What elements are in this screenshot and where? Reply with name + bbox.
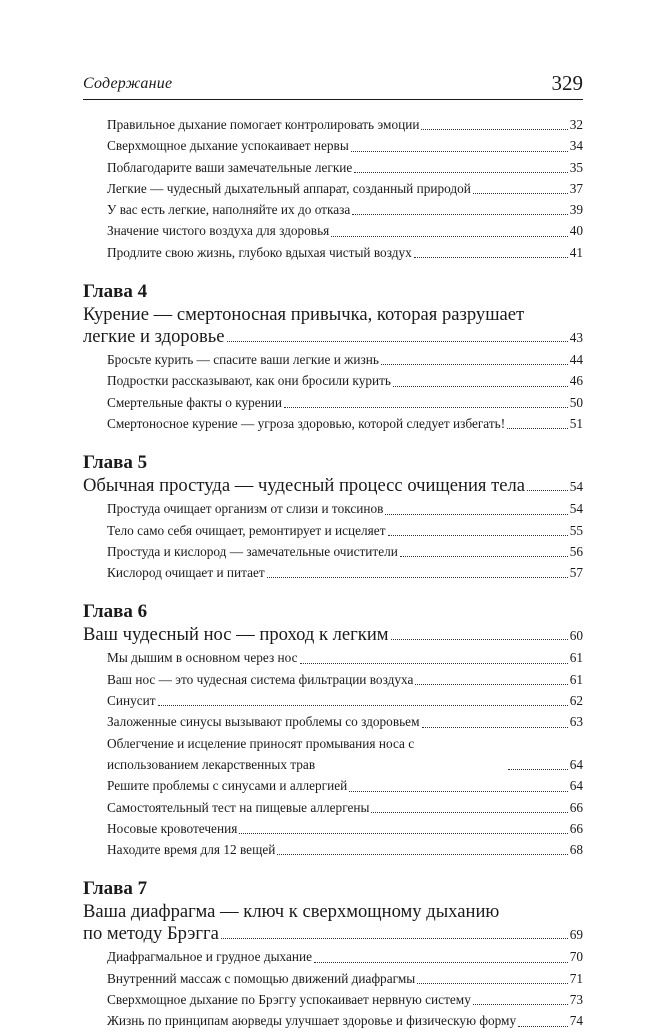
chapter-title[interactable]: Обычная простуда — чудесный процесс очищения тела 54 [83,475,583,497]
chapter-label: Глава 6 [83,601,148,623]
chapter-label: Глава 7 [83,878,148,900]
toc-entry[interactable]: Носовые кровотечения 66 [107,820,583,836]
chapter-title[interactable]: Курение — смертоносная привычка, которая разрушает легкие и здоровье 43 [83,304,583,348]
toc-entry[interactable]: Жизнь по принципам аюрведы улучшает здоровье и физическую форму 74 [107,1013,583,1029]
chapter-label: Глава 5 [83,452,148,474]
toc-section-intro [83,114,583,263]
toc-entry[interactable]: Смертельные факты о курении 50 [107,394,583,410]
toc-entry[interactable]: Диафрагмальное и грудное дыхание 70 [107,949,583,965]
toc-entry[interactable]: Значение чистого воздуха для здоровья 40 [107,223,583,239]
toc-entry[interactable]: Поблагодарите ваши замечательные легкие 35 [107,159,583,175]
running-header-title: Содержание [83,75,173,92]
toc-entry[interactable]: Бросьте курить — спасите ваши легкие и жизнь 44 [107,352,583,368]
toc-entry[interactable]: Легкие — чудесный дыхательный аппарат, созданный природой 37 [107,180,583,196]
toc-entry[interactable]: Простуда очищает организм от слизи и токсинов 54 [107,501,583,517]
toc-entry[interactable]: Ваш нос — это чудесная система фильтрации воздуха 61 [107,671,583,687]
chapter-title[interactable]: Ваша диафрагма — ключ к сверхмощному дыханию по методу Брэгга 69 [83,901,583,945]
chapter-5 [83,452,583,583]
toc-entry[interactable]: Внутренний массаж с помощью движений диафрагмы 71 [107,970,583,986]
chapter-title[interactable]: Ваш чудесный нос — проход к легким 60 [83,624,583,646]
chapter-4 [83,281,583,434]
toc-entry[interactable]: Решите проблемы с синусами и аллергией 64 [107,778,583,794]
chapter-label: Глава 4 [83,281,148,303]
toc-entry[interactable]: Подростки рассказывают, как они бросили курить 46 [107,373,583,389]
running-header [83,70,583,100]
header-rule [83,99,583,100]
toc-entry[interactable]: Синусит 62 [107,693,583,709]
toc-entry[interactable]: Сверхмощное дыхание по Брэггу успокаивает нервную систему 73 [107,992,583,1008]
toc-entry[interactable]: Облегчение и исцеление приносят промывания носа с использованием лекарственных трав 64 [107,735,583,772]
toc-entry[interactable]: Заложенные синусы вызывают проблемы со здоровьем 63 [107,714,583,730]
toc-entry[interactable]: Смертоносное курение — угроза здоровью, которой следует избегать! 51 [107,415,583,431]
chapter-6 [83,601,583,860]
toc-entry[interactable]: Мы дышим в основном через нос 61 [107,650,583,666]
toc-entry[interactable]: Простуда и кислород — замечательные очистители 56 [107,543,583,559]
toc-entry[interactable]: Находите время для 12 вещей 68 [107,842,583,858]
toc-entry[interactable]: У вас есть легкие, наполняйте их до отказа 39 [107,202,583,218]
toc-entry[interactable]: Сверхмощное дыхание успокаивает нервы 34 [107,138,583,154]
chapter-7 [83,878,583,1031]
toc-entry[interactable]: Кислород очищает и питает 57 [107,565,583,581]
toc-entry[interactable]: Тело само себя очищает, ремонтирует и исцеляет 55 [107,522,583,538]
toc-entry[interactable]: Правильное дыхание помогает контролировать эмоции 32 [107,117,583,132]
toc-entry[interactable]: Продлите свою жизнь, глубоко вдыхая чистый воздух 41 [107,244,583,260]
table-of-contents [83,114,583,1032]
toc-entry[interactable]: Самостоятельный тест на пищевые аллергены 66 [107,799,583,815]
page-number: 329 [551,71,583,95]
